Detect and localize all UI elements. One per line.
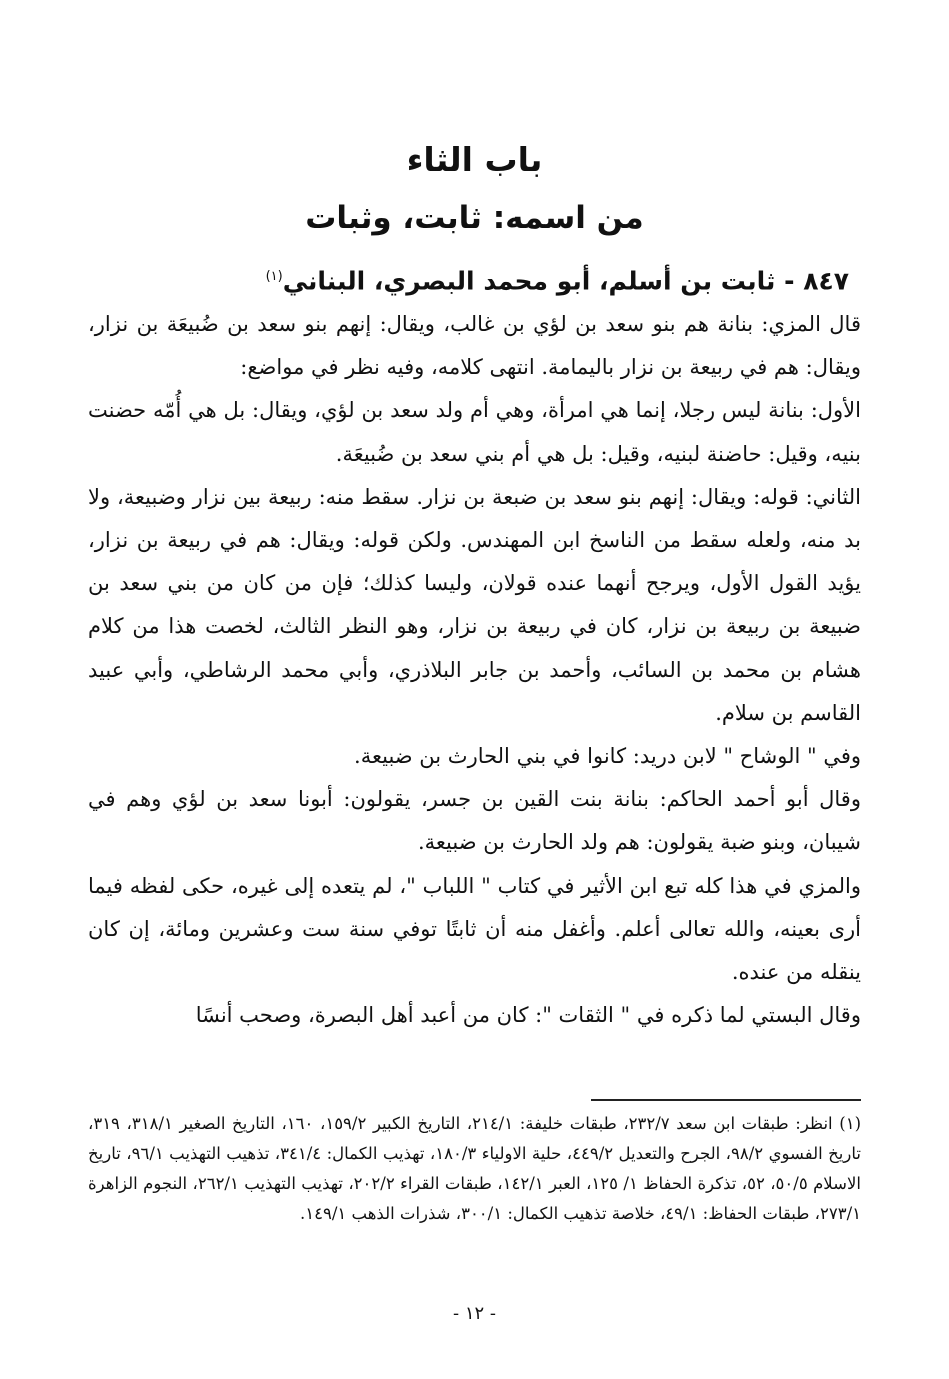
section-title: من اسمه: ثابت، وثبات (305, 200, 644, 236)
footnotes (88, 1109, 861, 1229)
paragraph-lubab: والمزي في هذا كله تبع ابن الأثير في كتاب " اللباب "، لم يتعده إلى غيره، حكى لفظه فيما أرى بعينه، والله تعالى أعلم. وأغفل منه أن ثابتًا توفي سنة ست وعشرين ومائة، إن كان ينقله من عنده. (88, 873, 861, 985)
page-number: - ١٢ - (453, 1303, 496, 1324)
paragraph-first-point: الأول: بنانة ليس رجلا، إنما هي امرأة، وهي أم ولد سعد بن لؤي، ويقال: بل هي أُمّه حضنت بنيه، وقيل: حاضنة لبنيه، وقيل: بل هي أم بني سعد بن ضُبيعَة. (88, 398, 861, 466)
footnote-1: (١) انظر: طبقات ابن سعد ٢٣٢/٧، طبقات خليفة: ٢١٤/١، التاريخ الكبير ١٥٩/٢، ١٦٠، التاريخ الصغير ٣١٨/١، ٣١٩، تاريخ الفسوي ٩٨/٢، الجرح والتعديل ٤٤٩/٢، حلية الاولياء ١٨٠/٣، تهذيب الكمال: ٣٤١/٤، تذهيب التهذيب ٩٦/١، تاريخ الاسلام ٥٠/٥، ٥٢، تذكرة الحفاظ ١/ ١٢٥، العبر ١٤٢/١، طبقات القراء ٢٠٢/٢، تهذيب التهذيب ٢٦٢/١، النجوم الزاهرة ٢٧٣/١، طبقات الحفاظ: ٤٩/١، خلاصة تذهيب الكمال: ٣٠٠/١، شذرات الذهب ١٤٩/١. (88, 1114, 861, 1223)
chapter-title: باب الثاء (406, 140, 543, 179)
paragraph-mizzi-quote: قال المزي: بنانة هم بنو سعد بن لؤي بن غالب، ويقال: إنهم بنو سعد بن ضُبيعَة بن نزار، ويقال: هم في ربيعة بن نزار باليمامة. انتهى كلامه، وفيه نظر في مواضع: (88, 312, 861, 380)
entry-heading (89, 255, 849, 303)
footnote-reference: (١) (265, 269, 283, 284)
paragraph-wishah: وفي " الوشاح " لابن دريد: كانوا في بني الحارث بن ضبيعة. (354, 744, 861, 769)
entry-heading-text: ٨٤٧ - ثابت بن أسلم، أبو محمد البصري، البناني (282, 266, 849, 296)
footnote-divider (591, 1099, 861, 1101)
paragraph-busti: وقال البستي لما ذكره في " الثقات ": كان من أعبد أهل البصرة، وصحب أنسًا (195, 1003, 861, 1028)
paragraph-hakim: وقال أبو أحمد الحاكم: بنانة بنت القين بن جسر، يقولون: أبونا سعد بن لؤي وهم في شيبان، وبنو ضبة يقولون: هم ولد الحارث بن ضبيعة. (88, 787, 861, 855)
paragraph-second-point: الثاني: قوله: ويقال: إنهم بنو سعد بن ضبعة بن نزار. سقط منه: ربيعة بين نزار وضبيعة، ولا بد منه، ولعله سقط من الناسخ ابن المهندس. ولكن قوله: ويقال: هم في ربيعة بن نزار، يؤيد القول الأول، ويرجح أنهما عنده قولان، وليسا كذلك؛ فإن من كان من بني سعد بن ضبيعة بن ربيعة بن نزار، كان في ربيعة بن نزار، وهو النظر الثالث، لخصت هذا من كلام هشام بن محمد بن السائب، وأحمد بن جابر البلاذري، وأبي محمد الرشاطي، وأبي عبيد القاسم بن سلام. (88, 484, 861, 725)
body-text (88, 303, 861, 1037)
